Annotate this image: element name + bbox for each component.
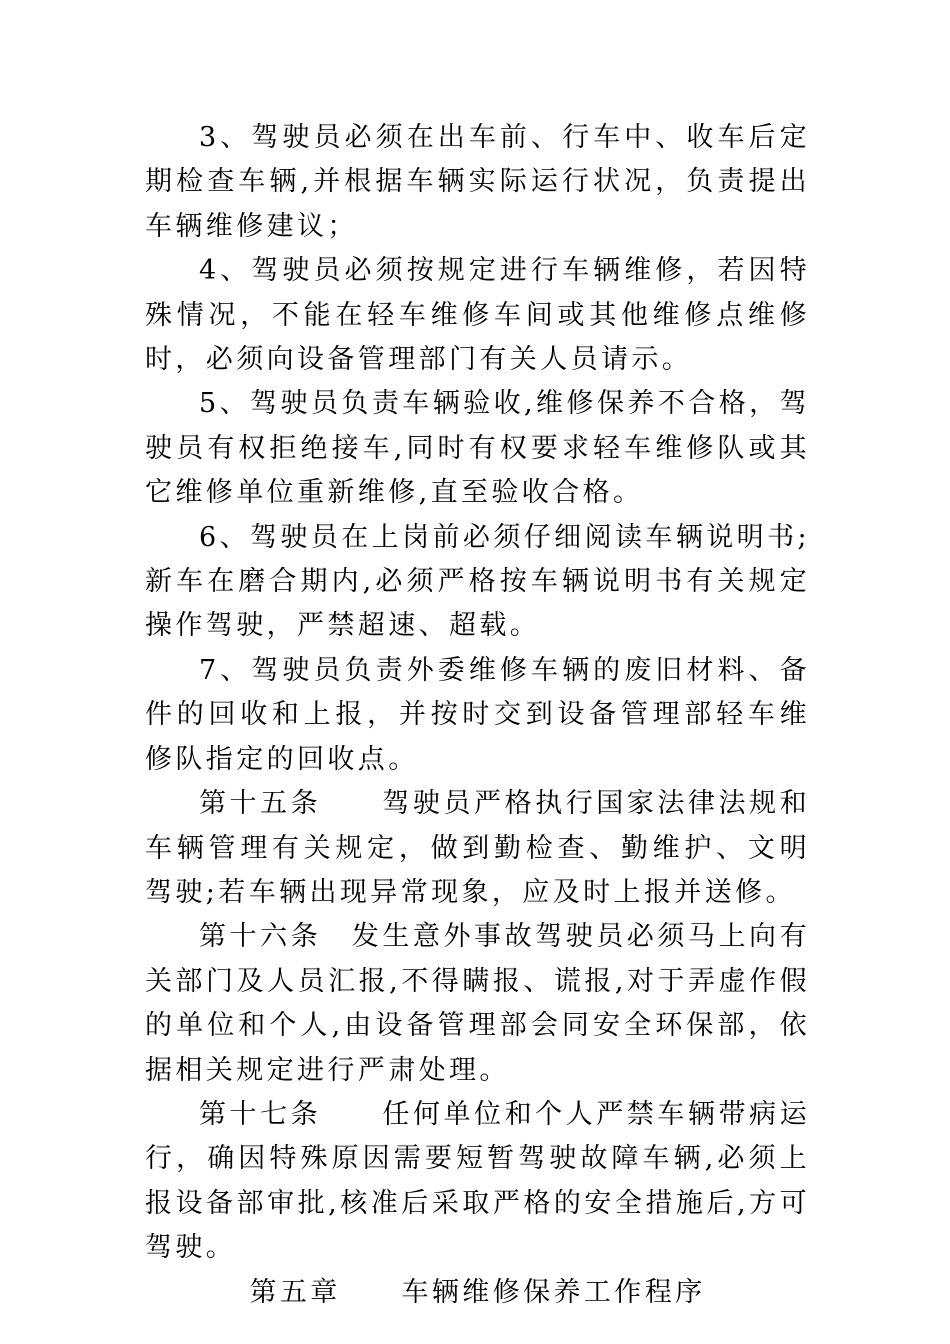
paragraph-item-7: 7、驾驶员负责外委维修车辆的废旧材料、备件的回收和上报，并按时交到设备管理部轻车维修队指定的回收点。 — [145, 654, 810, 775]
article-17: 第十七条 任何单位和个人严禁车辆带病运行，确因特殊原因需要短暂驾驶故障车辆,必须上报设备部审批,核准后采取严格的安全措施后,方可驾驶。 — [145, 1098, 810, 1264]
document-page — [145, 116, 810, 1315]
article-15: 第十五条 驾驶员严格执行国家法律法规和车辆管理有关规定，做到勤检查、勤维护、文明驾驶;若车辆出现异常现象，应及时上报并送修。 — [145, 788, 810, 908]
paragraph-item-3: 3、驾驶员必须在出车前、行车中、收车后定期检查车辆,并根据车辆实际运行状况，负责提出车辆维修建议； — [145, 122, 810, 242]
article-16: 第十六条 发生意外事故驾驶员必须马上向有关部门及人员汇报,不得瞒报、谎报,对于弄虚作假的单位和个人,由设备管理部会同安全环保部，依据相关规定进行严肃处理。 — [145, 921, 810, 1086]
paragraph-item-4: 4、驾驶员必须按规定进行车辆维修，若因特殊情况，不能在轻车维修车间或其他维修点维修时，必须向设备管理部门有关人员请示。 — [145, 255, 810, 376]
chapter-heading: 第五章 车辆维修保养工作程序 — [249, 1276, 706, 1308]
paragraph-item-5: 5、驾驶员负责车辆验收,维修保养不合格，驾驶员有权拒绝接车,同时有权要求轻车维修队或其它维修单位重新维修,直至验收合格。 — [145, 388, 810, 509]
paragraph-item-6: 6、驾驶员在上岗前必须仔细阅读车辆说明书;新车在磨合期内,必须严格按车辆说明书有关规定操作驾驶，严禁超速、超载。 — [145, 521, 810, 642]
